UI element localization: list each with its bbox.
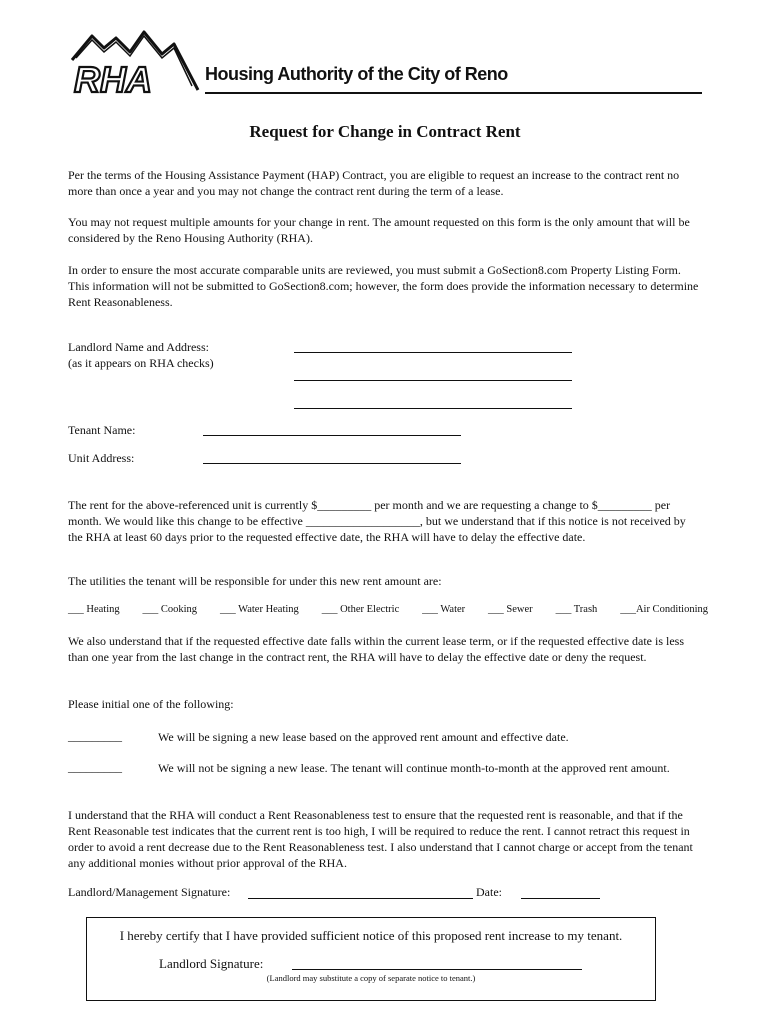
unit-address-line[interactable] bbox=[203, 463, 461, 464]
signature-label: Landlord/Management Signature: bbox=[68, 885, 231, 899]
rha-logo bbox=[70, 30, 200, 100]
header-rule bbox=[205, 92, 702, 94]
intro-paragraph-3: In order to ensure the most accurate comparable units are reviewed, you must submit a GoSection8.com Property Listing Form. This information will not be submitted to GoSection8.com; however, the form does provide the information necessary to determine Rent Reasonableness. bbox=[68, 263, 699, 309]
landlord-signature-line[interactable] bbox=[292, 969, 582, 970]
unit-label: Unit Address: bbox=[68, 451, 135, 465]
date-line[interactable] bbox=[521, 898, 600, 899]
landlord-label: Landlord Name and Address: bbox=[68, 340, 209, 354]
utility-other-electric[interactable]: ___ Other Electric bbox=[321, 604, 400, 615]
signature-line[interactable] bbox=[248, 898, 473, 899]
date-label: Date: bbox=[476, 885, 502, 899]
landlord-line-2[interactable] bbox=[294, 380, 572, 381]
landlord-signature-label: Landlord Signature: bbox=[159, 956, 264, 971]
utilities-intro: The utilities the tenant will be responsible for under this new rent amount are: bbox=[68, 574, 442, 588]
initial-blank-2[interactable]: _________ bbox=[68, 760, 122, 774]
utilities-list bbox=[68, 604, 708, 615]
initial-option-2: We will not be signing a new lease. The tenant will continue month-to-month at the approved rent amount. bbox=[158, 761, 670, 775]
utility-heating[interactable]: ___ Heating bbox=[68, 604, 120, 615]
svg-text:RHA: RHA bbox=[74, 59, 152, 100]
utility-water[interactable]: ___ Water bbox=[422, 604, 466, 615]
org-name: Housing Authority of the City of Reno bbox=[205, 64, 508, 84]
certification-box bbox=[86, 917, 656, 1001]
intro-paragraph-1: Per the terms of the Housing Assistance Payment (HAP) Contract, you are eligible to request an increase to the contract rent no more than once a year and you may not change the contract rent during the term of a lease. bbox=[68, 168, 680, 198]
utility-cooking[interactable]: ___ Cooking bbox=[142, 604, 198, 615]
tenant-label: Tenant Name: bbox=[68, 423, 136, 437]
initial-option-1: We will be signing a new lease based on the approved rent amount and effective date. bbox=[158, 730, 569, 744]
initial-blank-1[interactable]: _________ bbox=[68, 729, 122, 743]
initial-intro: Please initial one of the following: bbox=[68, 697, 234, 711]
lease-paragraph: We also understand that if the requested effective date falls within the current lease term, or if the requested effective date is less than one year from the last change in the contract rent, the RHA will have to delay the effective date or deny the request. bbox=[68, 634, 685, 664]
certification-text: I hereby certify that I have provided sufficient notice of this proposed rent increase to my tenant. bbox=[119, 928, 623, 943]
utility-trash[interactable]: ___ Trash bbox=[555, 604, 598, 615]
tenant-name-line[interactable] bbox=[203, 435, 461, 436]
certification-note: (Landlord may substitute a copy of separate notice to tenant.) bbox=[266, 973, 476, 983]
landlord-line-3[interactable] bbox=[294, 408, 572, 409]
utility-sewer[interactable]: ___ Sewer bbox=[488, 604, 533, 615]
landlord-line-1[interactable] bbox=[294, 352, 572, 353]
utility-air-conditioning[interactable]: ___Air Conditioning bbox=[620, 604, 708, 615]
understand-paragraph: I understand that the RHA will conduct a Rent Reasonableness test to ensure that the requested rent is reasonable, and that if the Rent Reasonable test indicates that the current rent is too high, I will be required to reduce the rent. I cannot retract this request in order to avoid a rent decrease due to the Rent Reasonableness test. I also understand that I cannot charge or accept from the tenant any additional monies without prior approval of the RHA. bbox=[68, 808, 693, 870]
utility-water-heating[interactable]: ___ Water Heating bbox=[219, 604, 299, 615]
landlord-sublabel: (as it appears on RHA checks) bbox=[68, 356, 214, 370]
intro-paragraph-2: You may not request multiple amounts for your change in rent. The amount requested on this form is the only amount that will be considered by the Reno Housing Authority (RHA). bbox=[68, 215, 690, 245]
rent-paragraph: The rent for the above-referenced unit is currently $_________ per month and we are requesting a change to $_________ per month. We would like this change to be effective ___________________, but we understand that if this notice is not received by the RHA at least 60 days prior to the requested effective date, the RHA will have to delay the effective date. bbox=[68, 498, 686, 544]
form-title: Request for Change in Contract Rent bbox=[249, 122, 521, 141]
